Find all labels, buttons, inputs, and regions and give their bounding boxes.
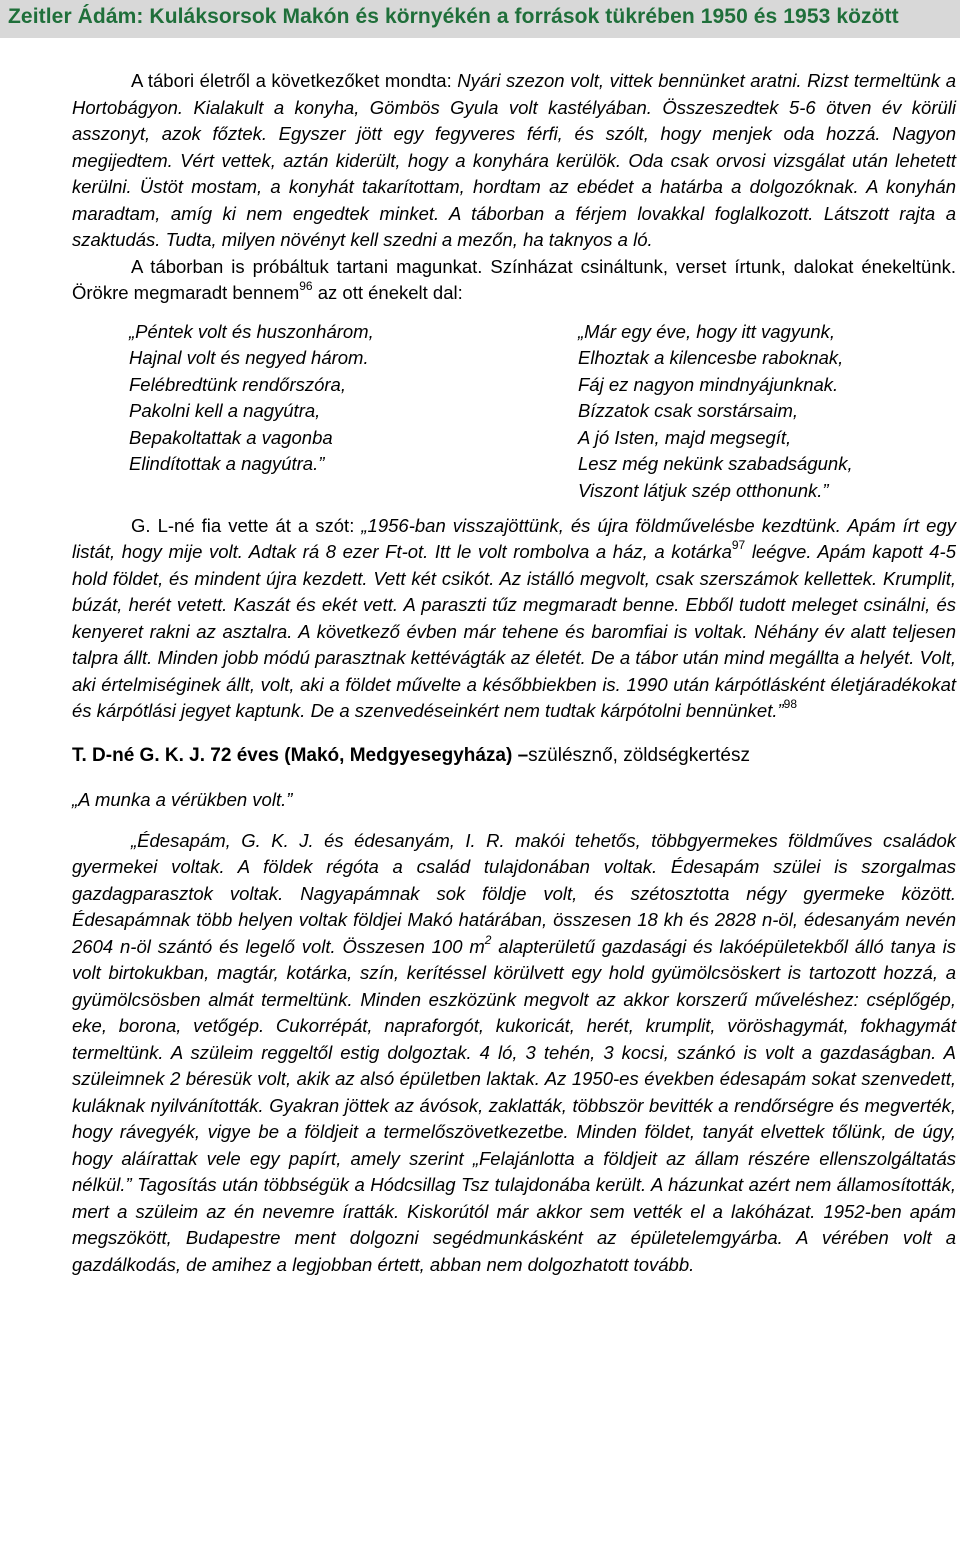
poem-line: Elindítottak a nagyútra.” [129, 453, 325, 474]
paragraph-son-testimony [72, 513, 956, 725]
quote-part-1: „Édesapám, G. K. J. és édesanyám, I. R. makói tehetős, többgyermekes földműves családok gyermekei voltak. A földek régóta a család tulajdonában voltak. Édesapám szülei is szorgalmas gazdagparasztok voltak. Nagyapámnak sok földje volt, és szétosztotta négy gyermeke között. Édesapámnak több helyen voltak földjei Makó határában, összesen 18 kh és 2828 n-öl, édesanyám nevén 2604 n-öl szántó és legelő volt. Összesen 100 m [72, 829, 956, 957]
header-title: Zeitler Ádám: Kuláksorsok Makón és környékén a források tükrében 1950 és 1953 között [8, 5, 899, 28]
poem-line: Hajnal volt és negyed három. [129, 347, 369, 368]
poem-line: A jó Isten, majd megsegít, [578, 426, 792, 448]
paragraph-camp-life [72, 68, 956, 254]
footnote-ref-98[interactable]: 98 [783, 697, 797, 711]
paragraph-lead: A tábori életről a következőket mondta: [131, 70, 458, 91]
poem-line: Viszont látjuk szép otthonunk.” [578, 479, 829, 501]
poem-line: Felébredtünk rendőrszóra, [129, 373, 346, 395]
poem [72, 319, 956, 507]
spacer [72, 814, 956, 828]
speaker-occupation: szülésznő, zöldségkertész [528, 744, 750, 766]
poem-line: „Péntek volt és huszonhárom, [129, 320, 374, 342]
quote-part-2: leégve. Apám kapott 4-5 hold földet, és mindent újra kezdett. Vett két csikót. Az istálló megvolt, csak szerszámok kellettek. Krumplit, búzát, herét vetett. Kaszát és ekét vett. A paraszti tűz megmaradt benne. Ebből tudott meleget csinálni, és kenyeret rakni az asztalra. A következő évben már tehene és baromfiai is voltak. Néhány év alatt teljesen talpra állt. Minden jobb módú parasztnak kettévágták az életét. De a tábor után mind megállta a helyét. Volt, aki értelmiséginek állt, volt, aki a földet művelte a későbbiekben is. 1990 után kárpótlásként életjáradékokat és kárpótlási jegyet kaptunk. De a szenvedéseinkért nem tudtak kárpótolni bennünket.” [72, 541, 956, 721]
paragraph-lead: G. L-né fia vette át a szót: [131, 514, 362, 536]
speaker-heading [72, 743, 956, 770]
superscript-2: 2 [484, 932, 492, 947]
poem-line: Fáj ez nagyon mindnyájunknak. [578, 373, 839, 395]
motto: „A munka a vérükben volt.” [72, 789, 293, 810]
quote-italic-2: Üstöt mostam, a konyhát takarítottam, hordtam az ebédet a határba a dolgozóknak. A konyhán maradtam, amíg ki nem engedtek minket. A táborban a férjem lovakkal foglalkozott. Látszott rajta a szaktudás. Tudta, milyen növényt kell szedni a mezőn, ha taknyos a ló. [72, 176, 956, 250]
poem-line: Bízzatok csak sorstársaim, [578, 400, 799, 421]
paragraph-theatre [72, 254, 956, 307]
poem-line: Lesz még nekünk szabadságunk, [578, 453, 853, 474]
poem-line: Elhoztak a kilencesbe raboknak, [578, 347, 844, 368]
quote-part-2: alapterületű gazdasági és lakóépületekből álló tanya is volt birtokukban, magtár, kotárka, szín, kerítéssel körülvett egy hold gyümölcsöskert is tartozott hozzá, a gyümölcsösben almát termeltünk. Minden eszközünk megvolt az akkor korszerű műveléshez: cséplőgép, eke, borona, vetőgép. Cukorrépát, napraforgót, kukoricát, herét, krumplit, vöröshagymát, fokhagymát termeltünk. A szüleim reggeltől estig dolgoztak. 4 ló, 3 tehén, 3 kocsi, szánkó is volt a gazdaságban. A szüleimnek 2 béresük volt, akik az alsó épületben laktak. Az 1950-es években édesapám sokat szenvedett, kuláknak nyilvánították. Gyakran jöttek az ávósok, zaklatták, többször bevitték a rendőrségre és megverték, hogy rávegyék, vigye be a földjeit a termelőszövetkezetbe. Minden földet, tanyát elvettek tőlünk, de úgy, hogy aláírattak vele egy papírt, amely szerint „Felajánlotta a földjeit az állam részére ellenszolgáltatás nélkül.” Tagosítás után többségük a Hódcsillag Tsz tulajdonába került. A házunkat azért nem államosították, mert a szüleim az én nevemre íratták. Kiskorútól már akkor sem vették el a lakóházat. 1952-ben apám megszökött, Budapestre ment dolgozni segédmunkásként az épületelemgyárba. A vérében volt a gazdálkodás, de amihez a legjobban értett, abban nem dolgozhatott tovább. [72, 935, 956, 1275]
poem-line: Pakolni kell a nagyútra, [129, 400, 321, 421]
footnote-ref-96[interactable]: 96 [299, 279, 313, 293]
paragraph-tail: az ott énekelt dal: [312, 282, 463, 303]
poem-column-left [129, 319, 374, 478]
page-header [0, 0, 960, 38]
poem-line: „Már egy éve, hogy itt vagyunk, [578, 320, 836, 342]
quote-italic-1: Nyári szezon volt, vittek bennünket aratni. Rizst termeltünk a Hortobágyon. Kialakult a konyha, Gömbös Gyula volt kastélyában. Összeszedtek 5-6 ötven év körüli asszonyt, azok főztek. Egyszer jött egy fegyveres férfi, és szólt, hogy menjek oda hozzá. Nagyon megijedtem. Vért vettek, aztán kiderült, hogy a konyhára kerülök. Oda csak orvosi vizsgálat után lehetett kerülni. [72, 70, 957, 197]
footnote-ref-97[interactable]: 97 [731, 538, 746, 552]
speaker-name: T. D-né G. K. J. 72 éves (Makó, Medgyesegyháza) – [72, 744, 529, 766]
paragraph-testimony-main [72, 828, 956, 1279]
quote-part-1: „1956-ban visszajöttünk, és újra földművelésbe kezdtünk. Apám írt egy listát, hogy mije volt. Adtak rá 8 ezer Ft-ot. Itt le volt rombolva a ház, a kotárka [72, 514, 957, 562]
document-body [72, 68, 956, 1278]
poem-line: Bepakoltattak a vagonba [129, 426, 333, 448]
paragraph-text: A táborban is próbáltuk tartani magunkat. Színházat csináltunk, verset írtunk, dalokat énekeltünk. Örökre megmaradt bennem [72, 255, 956, 303]
poem-column-right [578, 319, 853, 505]
